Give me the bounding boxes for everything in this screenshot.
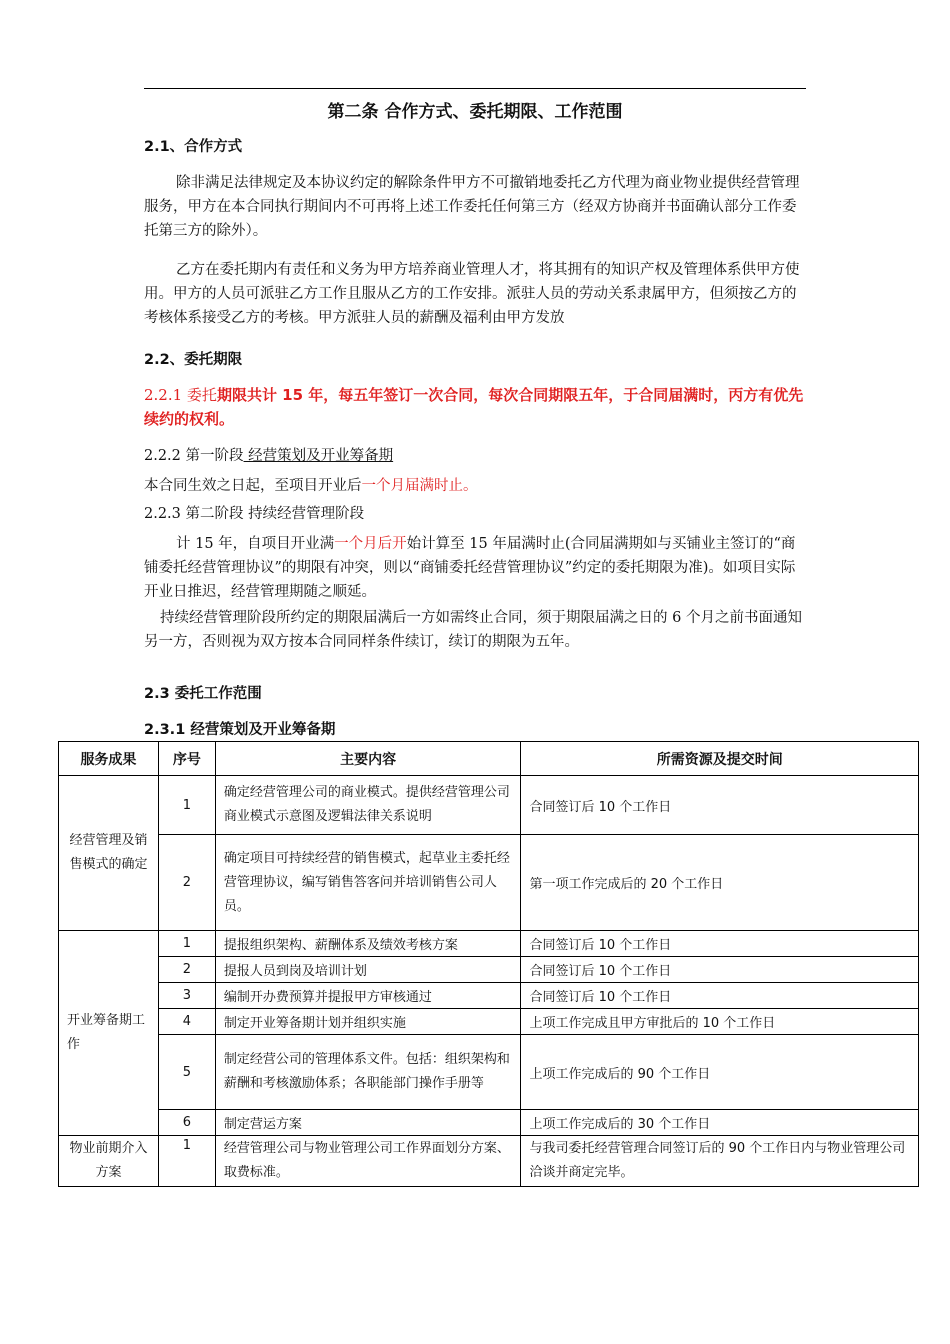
row-number: 1 bbox=[158, 931, 215, 957]
row-number: 6 bbox=[158, 1110, 215, 1136]
table-header-row bbox=[59, 742, 919, 776]
table-row bbox=[59, 776, 919, 835]
section-2-3-1-heading: 2.3.1 经营策划及开业筹备期 bbox=[144, 722, 336, 738]
clause-2-2-2-body-text: 本合同生效之日起，至项目开业后 bbox=[144, 478, 362, 494]
clause-2-2-1-label: 2.2.1 委托 bbox=[144, 386, 217, 404]
row-number: 1 bbox=[158, 776, 215, 835]
row-time: 合同签订后 10 个工作日 bbox=[521, 983, 919, 1009]
clause-2-2-2-label: 2.2.2 第一阶段 bbox=[144, 448, 244, 464]
header-resource-time: 所需资源及提交时间 bbox=[521, 742, 919, 776]
header-result: 服务成果 bbox=[59, 742, 159, 776]
table-row bbox=[59, 1110, 919, 1136]
table-row bbox=[59, 931, 919, 957]
row-time: 第一项工作完成后的 20 个工作日 bbox=[521, 835, 919, 931]
table-row bbox=[59, 1035, 919, 1110]
clause-2-2-2-body-red: 一个月届满时止。 bbox=[361, 478, 478, 494]
section-2-1-para-1: 除非满足法律规定及本协议约定的解除条件甲方不可撤销地委托乙方代理为商业物业提供经营管理服务，甲方在本合同执行期间内不可再将上述工作委托任何第三方（经双方协商并书面确认部分工作委托第三方的除外）。 bbox=[144, 175, 800, 239]
clause-2-2-3: 2.2.3 第二阶段 持续经营管理阶段 bbox=[144, 506, 365, 522]
row-content: 确定项目可持续经营的销售模式，起草业主委托经营管理协议，编写销售答客问并培训销售公司人员。 bbox=[215, 835, 521, 931]
clause-2-2-3-body bbox=[144, 532, 806, 604]
row-time: 上项工作完成且甲方审批后的 10 个工作日 bbox=[521, 1009, 919, 1035]
table-row bbox=[59, 957, 919, 983]
row-content: 经营管理公司与物业管理公司工作界面划分方案、取费标准。 bbox=[215, 1136, 521, 1187]
header-content: 主要内容 bbox=[215, 742, 521, 776]
row-time: 合同签订后 10 个工作日 bbox=[521, 957, 919, 983]
row-time: 与我司委托经营管理合同签订后的 90 个工作日内与物业管理公司洽谈并商定完毕。 bbox=[521, 1136, 919, 1187]
row-time: 合同签订后 10 个工作日 bbox=[521, 776, 919, 835]
header-number: 序号 bbox=[158, 742, 215, 776]
clause-2-2-3-body-2: 持续经营管理阶段所约定的期限届满后一方如需终止合同，须于期限届满之日的 6 个月之前书面通知另一方，否则视为双方按本合同同样条件续订，续订的期限为五年。 bbox=[144, 610, 802, 650]
row-content: 制定经营公司的管理体系文件。包括：组织架构和薪酬和考核激励体系；各职能部门操作手册等 bbox=[215, 1035, 521, 1110]
top-rule bbox=[144, 88, 806, 89]
clause-2-2-2-body bbox=[144, 474, 806, 498]
row-content: 提报人员到岗及培训计划 bbox=[215, 957, 521, 983]
row-time: 上项工作完成后的 30 个工作日 bbox=[521, 1110, 919, 1136]
section-2-1-para-2: 乙方在委托期内有责任和义务为甲方培养商业管理人才，将其拥有的知识产权及管理体系供甲方使用。甲方的人员可派驻乙方工作且服从乙方的工作安排。派驻人员的劳动关系隶属甲方，但须按乙方的考核体系接受乙方的考核。甲方派驻人员的薪酬及福利由甲方发放 bbox=[144, 262, 800, 326]
service-table bbox=[58, 741, 919, 1187]
clause-2-2-2-title: 经营策划及开业筹备期 bbox=[243, 448, 394, 464]
row-number: 3 bbox=[158, 983, 215, 1009]
row-content: 制定营运方案 bbox=[215, 1110, 521, 1136]
section-2-3-heading: 2.3 委托工作范围 bbox=[144, 686, 262, 702]
row-content: 确定经营管理公司的商业模式。提供经营管理公司商业模式示意图及逻辑法律关系说明 bbox=[215, 776, 521, 835]
row-content: 编制开办费预算并提报甲方审核通过 bbox=[215, 983, 521, 1009]
table-row bbox=[59, 1009, 919, 1035]
section-2-1-heading: 2.1、合作方式 bbox=[144, 139, 243, 155]
table-row bbox=[59, 835, 919, 931]
clause-2-2-3-body-a: 计 15 年，自项目开业满 bbox=[176, 536, 335, 552]
row-time: 合同签订后 10 个工作日 bbox=[521, 931, 919, 957]
table-row bbox=[59, 983, 919, 1009]
section-2-2-heading: 2.2、委托期限 bbox=[144, 352, 243, 368]
table-row bbox=[59, 1136, 919, 1187]
row-number: 1 bbox=[158, 1136, 215, 1187]
row-number: 4 bbox=[158, 1009, 215, 1035]
article-title: 第二条 合作方式、委托期限、工作范围 bbox=[327, 102, 623, 122]
group-name: 开业筹备期工作 bbox=[59, 931, 159, 1136]
row-time: 上项工作完成后的 90 个工作日 bbox=[521, 1035, 919, 1110]
row-number: 2 bbox=[158, 957, 215, 983]
group-name: 经营管理及销售模式的确定 bbox=[59, 776, 159, 931]
clause-2-2-3-body-red: 一个月后开 bbox=[334, 536, 407, 552]
group-name: 物业前期介入方案 bbox=[59, 1136, 159, 1187]
row-content: 提报组织架构、薪酬体系及绩效考核方案 bbox=[215, 931, 521, 957]
clause-2-2-3-body-c: 始计算至 15 年届满时止(合同届满期如与买铺业主签订的“商铺委托经营管理协议”的期限有冲突，则以“商铺委托经营管理协议”约定的委托期限为准)。如项目实际开业日推迟，经营管理期随之顺延。 bbox=[144, 536, 796, 600]
clause-2-2-2 bbox=[144, 444, 806, 468]
clause-2-2-1-body: 期限共计 15 年，每五年签订一次合同，每次合同期限五年，于合同届满时，丙方有优先续约的权利。 bbox=[144, 386, 804, 428]
row-number: 2 bbox=[158, 835, 215, 931]
row-number: 5 bbox=[158, 1035, 215, 1110]
row-content: 制定开业筹备期计划并组织实施 bbox=[215, 1009, 521, 1035]
clause-2-2-1 bbox=[144, 383, 806, 431]
